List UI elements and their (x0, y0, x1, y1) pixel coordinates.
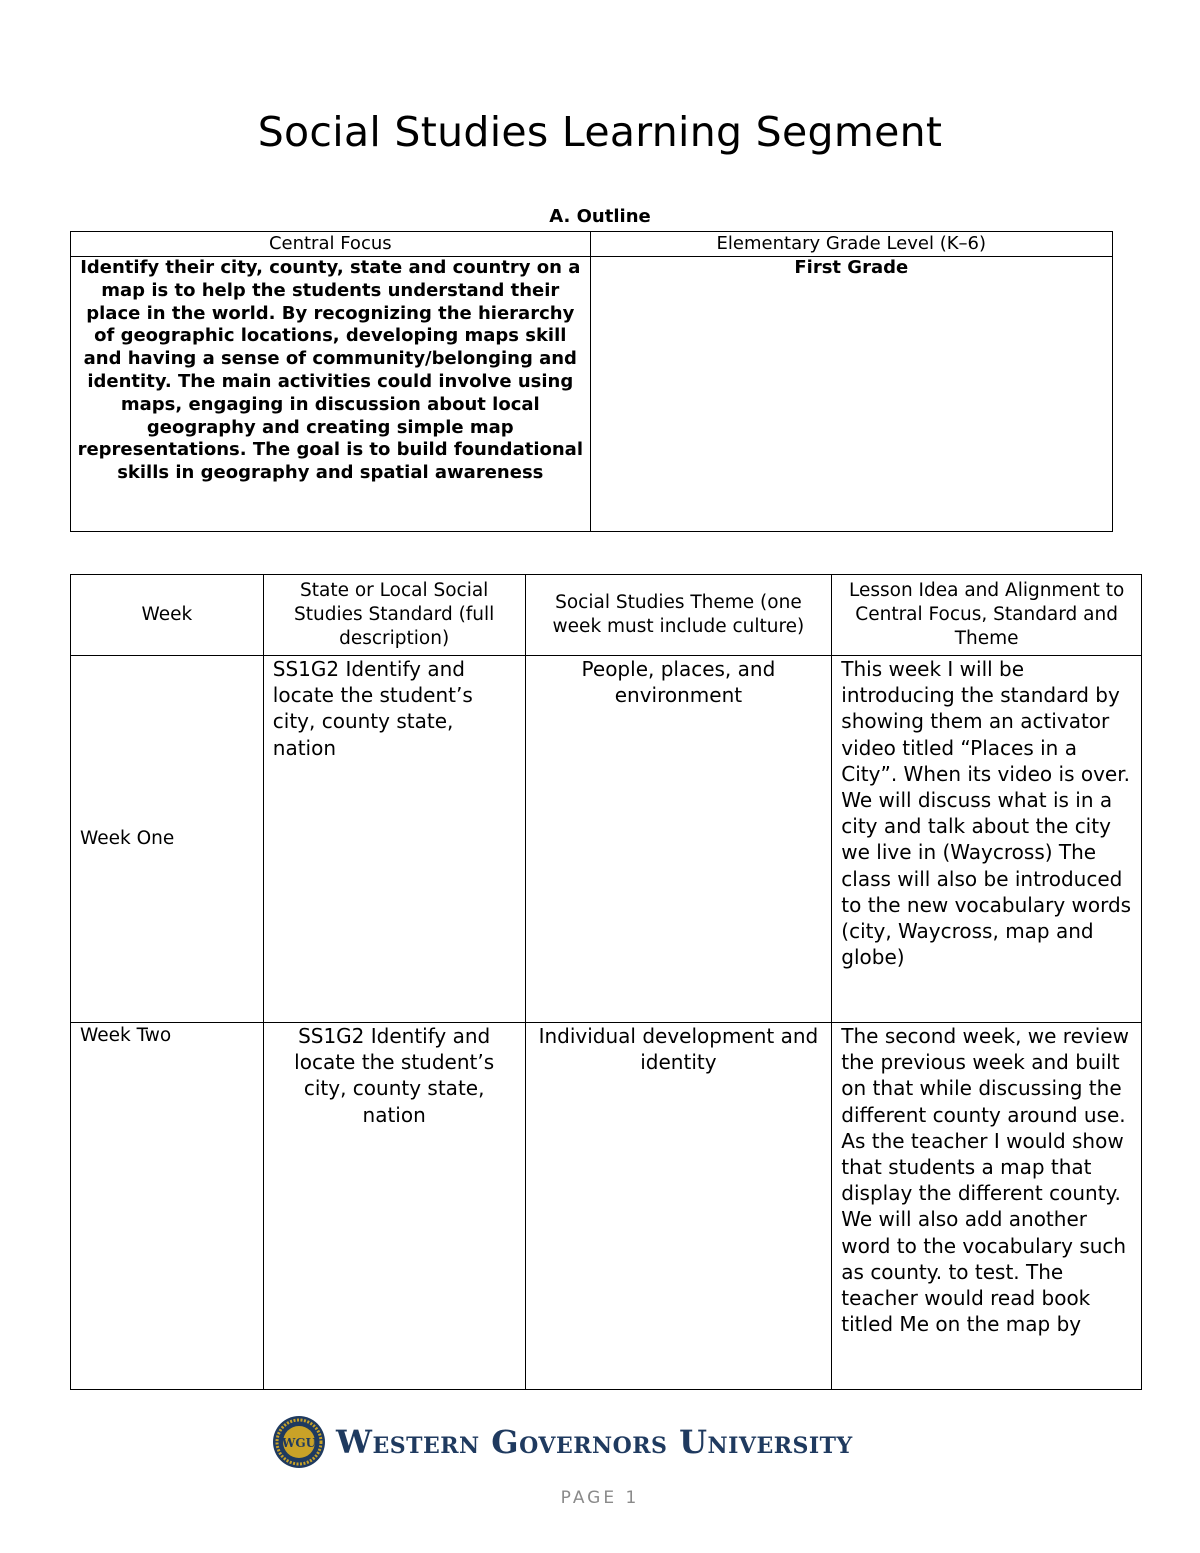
university-logo (272, 1414, 853, 1470)
outline-body-row (71, 257, 1113, 532)
table-row (71, 656, 1142, 1023)
university-name: Western Governors University (336, 1423, 853, 1461)
theme-cell: Individual development and identity (525, 1023, 832, 1390)
week-cell: Week Two (71, 1023, 264, 1390)
standard-header: State or Local Social Studies Standard (full description) (263, 575, 525, 656)
week-cell: Week One (71, 656, 264, 1023)
theme-header: Social Studies Theme (one week must include culture) (525, 575, 832, 656)
standard-cell: SS1G2 Identify and locate the student’s city, county state, nation (263, 656, 525, 1023)
central-focus-header: Central Focus (71, 232, 591, 257)
outline-heading: A. Outline (549, 206, 651, 227)
lesson-idea-text: This week I will be introducing the standard by showing them an activator video titled “Places in a City”. When its video is over. We will discuss what is in a city and talk about the city we live in (Waycross) The class will also be introduced to the new vocabulary words (city, Waycross, map and globe) (841, 657, 1132, 970)
table-row (71, 1023, 1142, 1390)
lesson-idea-cell (832, 656, 1142, 1023)
standard-cell: SS1G2 Identify and locate the student’s city, county state, nation (263, 1023, 525, 1390)
lesson-idea-text: The second week, we review the previous week and built on that while discussing the different county around use. As the teacher I would show that students a map that display the different county. We will also add another word to the vocabulary such as county. to test. The teacher would read book titled Me on the map by (841, 1024, 1129, 1337)
university-seal-icon (272, 1415, 326, 1469)
lesson-idea-header: Lesson Idea and Alignment to Central Focus, Standard and Theme (832, 575, 1142, 656)
lesson-plan-table (70, 574, 1142, 1390)
document-title: Social Studies Learning Segment (257, 108, 943, 156)
central-focus-text: Identify their city, county, state and country on a map is to help the students understand their place in the world. By recognizing the hierarchy of geographic locations, developing maps skill and having a sense of community/belonging and identity. The main activities could involve using maps, engaging in discussion about local geography and creating simple map representations. The goal is to build foundational skills in geography and spatial awareness (71, 257, 591, 532)
outline-header-row (71, 232, 1113, 257)
grade-level-header: Elementary Grade Level (K–6) (590, 232, 1112, 257)
page-number: PAGE 1 (560, 1488, 640, 1508)
seal-text: WGU (281, 1436, 317, 1450)
lesson-header-row (71, 575, 1142, 656)
week-header: Week (71, 575, 264, 656)
lesson-idea-cell (832, 1023, 1142, 1390)
outline-table (70, 231, 1113, 532)
theme-cell: People, places, and environment (525, 656, 832, 1023)
grade-level-value: First Grade (590, 257, 1112, 532)
